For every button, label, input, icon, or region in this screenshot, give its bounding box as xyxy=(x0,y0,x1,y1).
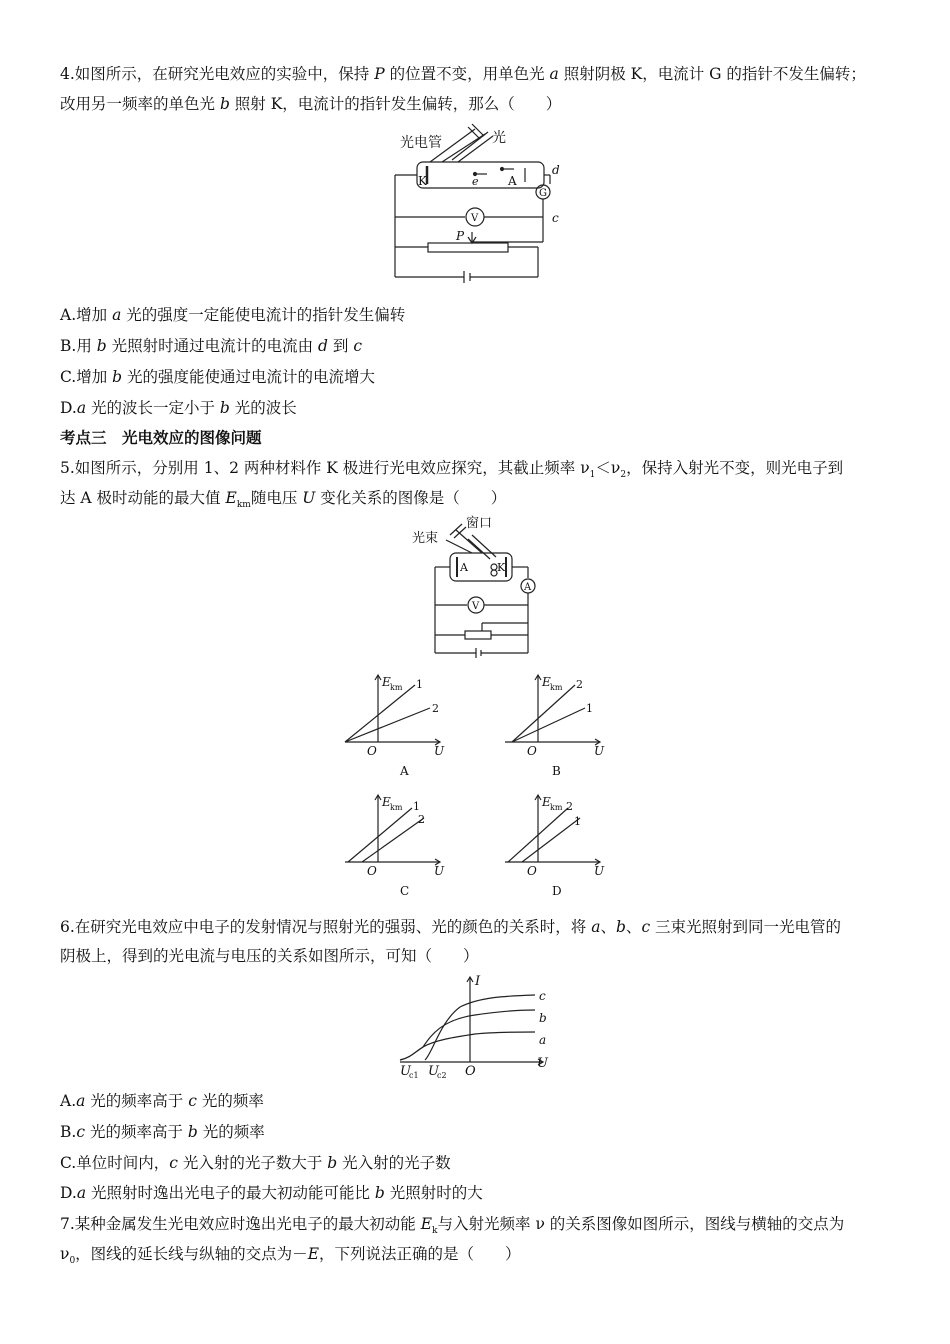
q6-option-b[interactable]: B.c 光的频率高于 b 光的频率 xyxy=(60,1123,265,1141)
svg-text:2: 2 xyxy=(566,800,573,813)
tube-label: 光电管 xyxy=(400,135,442,151)
q6-option-c[interactable]: C.单位时间内，c 光入射的光子数大于 b 光入射的光子数 xyxy=(60,1154,451,1172)
svg-text:km: km xyxy=(390,803,403,812)
line-1 xyxy=(345,685,415,742)
line-1 xyxy=(522,818,580,862)
svg-text:c: c xyxy=(552,211,559,225)
svg-text:V: V xyxy=(471,213,479,224)
q5-circuit-figure xyxy=(410,515,540,660)
rheostat xyxy=(428,243,508,252)
beam-label: 光束 xyxy=(412,531,439,546)
line-1 xyxy=(348,808,412,862)
svg-text:c2: c2 xyxy=(437,1071,447,1080)
svg-text:d: d xyxy=(552,163,560,177)
q5-graph-b[interactable] xyxy=(500,670,610,780)
graph-letter: C xyxy=(400,884,410,898)
svg-text:E: E xyxy=(382,795,391,809)
svg-text:O: O xyxy=(527,864,537,878)
line-1 xyxy=(512,708,585,742)
svg-text:I: I xyxy=(475,974,481,989)
svg-text:O: O xyxy=(465,1064,476,1079)
q7-stem-line1: 7.某种金属发生光电效应时逸出光电子的最大初动能 $E_k$与入射光频率 ν 的关系图像如图所示，图线与横轴的交点为 xyxy=(60,1215,845,1237)
svg-text:A: A xyxy=(460,561,468,574)
svg-text:2: 2 xyxy=(576,678,583,691)
svg-text:A: A xyxy=(524,582,532,593)
svg-text:U: U xyxy=(434,744,445,758)
svg-text:A: A xyxy=(508,174,517,188)
svg-text:c: c xyxy=(539,989,546,1003)
svg-text:O: O xyxy=(527,744,537,758)
svg-text:km: km xyxy=(390,683,403,692)
light-arrow xyxy=(452,132,488,160)
q6-stem-line1: 6.在研究光电效应中电子的发射情况与照射光的强弱、光的颜色的关系时，将 a、b、c 三束光照射到同一光电管的 xyxy=(60,918,842,936)
q7-stem-line2: $\nu_0$，图线的延长线与纵轴的交点为－E，下列说法正确的是（ ） xyxy=(60,1245,521,1267)
q5-stem-line2: 达 A 极时动能的最大值 $E_{km}$随电压 U 变化关系的图像是（ ） xyxy=(60,489,507,511)
svg-text:1: 1 xyxy=(574,815,581,828)
q6-option-d[interactable]: D.a 光照射时逸出光电子的最大初动能可能比 b 光照射时的大 xyxy=(60,1184,483,1202)
svg-text:km: km xyxy=(550,803,563,812)
q4-option-c[interactable]: C.增加 b 光的强度能使通过电流计的电流增大 xyxy=(60,368,376,386)
svg-text:U: U xyxy=(400,1064,411,1079)
q5-graph-a[interactable] xyxy=(340,670,450,780)
svg-text:2: 2 xyxy=(432,702,439,715)
q6-iu-graph xyxy=(395,972,560,1087)
svg-text:E: E xyxy=(382,675,391,689)
svg-text:e: e xyxy=(472,175,479,188)
light-label: 光 xyxy=(492,130,506,146)
q6-option-a[interactable]: A.a 光的频率高于 c 光的频率 xyxy=(60,1092,264,1110)
svg-text:K: K xyxy=(497,561,506,574)
svg-text:1: 1 xyxy=(413,800,420,813)
q4-stem-line2: 改用另一频率的单色光 b 照射 K，电流计的指针发生偏转，那么（ ） xyxy=(60,95,562,113)
svg-text:O: O xyxy=(367,744,377,758)
svg-text:b: b xyxy=(539,1011,547,1025)
line-2 xyxy=(512,685,575,742)
q4-option-d[interactable]: D.a 光的波长一定小于 b 光的波长 xyxy=(60,399,297,417)
line-2 xyxy=(345,708,430,742)
q4-option-b[interactable]: B.用 b 光照射时通过电流计的电流由 d 到 c xyxy=(60,337,363,355)
curve-a xyxy=(400,1032,535,1060)
rheostat xyxy=(465,631,491,639)
graph-letter: A xyxy=(400,764,409,778)
q5-graph-d[interactable] xyxy=(500,790,610,900)
svg-text:U: U xyxy=(594,744,605,758)
svg-text:1: 1 xyxy=(586,702,593,715)
svg-text:c1: c1 xyxy=(409,1071,419,1080)
svg-text:U: U xyxy=(428,1064,439,1079)
q4-circuit-figure xyxy=(380,122,570,287)
svg-text:G: G xyxy=(539,188,547,199)
svg-text:P: P xyxy=(456,229,465,243)
window-label: 窗口 xyxy=(466,516,493,531)
svg-text:E: E xyxy=(542,675,551,689)
svg-text:a: a xyxy=(539,1033,547,1047)
q6-stem-line2: 阴极上，得到的光电流与电压的关系如图所示，可知（ ） xyxy=(60,947,479,965)
q5-graph-c[interactable] xyxy=(340,790,450,900)
q4-option-a[interactable]: A.增加 a 光的强度一定能使电流计的指针发生偏转 xyxy=(60,306,406,324)
section-title: 考点三 光电效应的图像问题 xyxy=(60,429,262,447)
svg-text:K: K xyxy=(418,174,427,188)
graph-letter: D xyxy=(552,884,562,898)
svg-text:2: 2 xyxy=(418,813,425,826)
q4-stem-line1: 4.如图所示，在研究光电效应的实验中，保持 P 的位置不变，用单色光 a 照射阴极 K，电流计 G 的指针不发生偏转； xyxy=(60,65,866,83)
svg-text:E: E xyxy=(542,795,551,809)
svg-text:km: km xyxy=(550,683,563,692)
svg-text:O: O xyxy=(367,864,377,878)
svg-text:U: U xyxy=(537,1056,548,1071)
svg-text:1: 1 xyxy=(416,678,423,691)
svg-text:U: U xyxy=(434,864,445,878)
graph-letter: B xyxy=(552,764,561,778)
svg-text:V: V xyxy=(472,601,480,612)
q5-stem-line1: 5.如图所示，分别用 1、2 两种材料作 K 极进行光电效应探究，其截止频率 $\nu_1<\nu_2$，保持入射光不变，则光电子到 xyxy=(60,459,844,481)
svg-text:U: U xyxy=(594,864,605,878)
